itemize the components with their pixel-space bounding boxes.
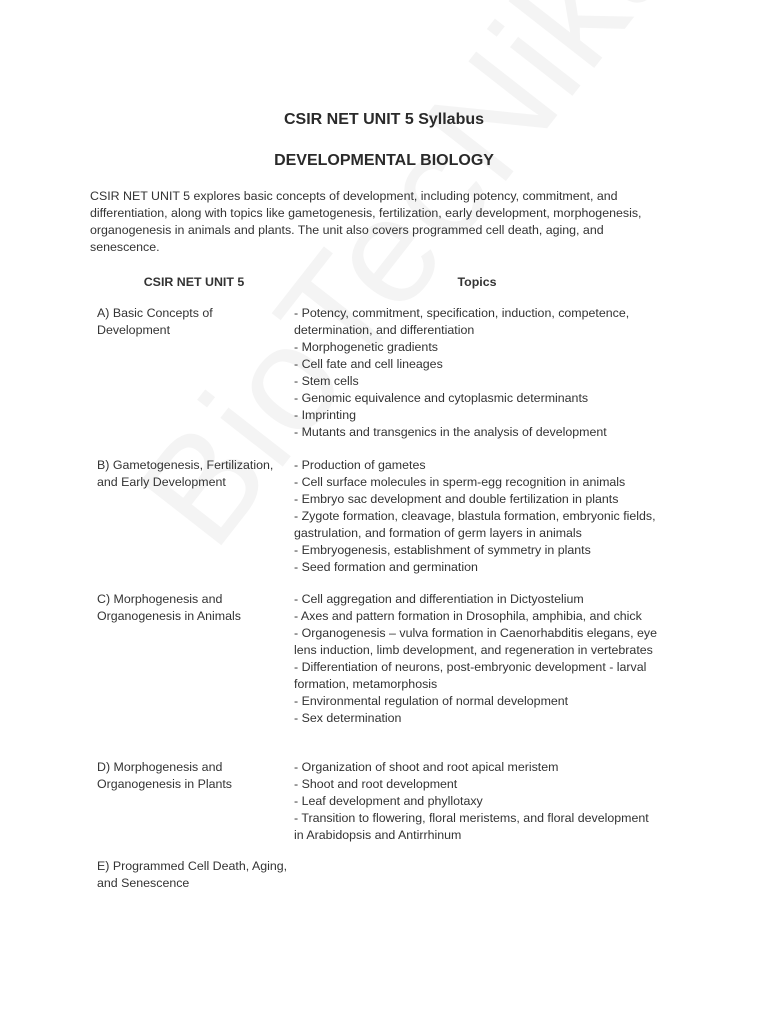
table-row (90, 759, 670, 858)
topic-item: - Transition to flowering, floral meristems, and floral development in Arabidopsis and Antirrhinum (294, 811, 649, 842)
topic-item: - Seed formation and germination (294, 560, 478, 574)
topic-item: - Axes and pattern formation in Drosophila, amphibia, and chick (294, 609, 642, 623)
topic-item: - Differentiation of neurons, post-embryonic development - larval formation, metamorphosis (294, 660, 647, 691)
unit-cell: E) Programmed Cell Death, Aging, and Senescence (97, 859, 288, 890)
topic-item: - Organogenesis – vulva formation in Caenorhabditis elegans, eye lens induction, limb development, and regeneration in vertebrates (294, 626, 657, 657)
topic-item: - Cell fate and cell lineages (294, 357, 443, 371)
header-topics: Topics (457, 275, 497, 289)
page-title: CSIR NET UNIT 5 Syllabus (283, 111, 485, 128)
unit-cell: C) Morphogenesis and Organogenesis in Animals (97, 592, 241, 623)
topic-item: - Organization of shoot and root apical meristem (294, 760, 559, 774)
topics-cell (288, 305, 660, 457)
table-row (90, 305, 670, 457)
topic-item: - Morphogenetic gradients (294, 340, 438, 354)
topic-item: - Mutants and transgenics in the analysis of development (294, 425, 607, 439)
page-subtitle: DEVELOPMENTAL BIOLOGY (274, 152, 494, 169)
topic-item: - Potency, commitment, specification, induction, competence, determination, and differentiation (294, 306, 630, 337)
table-row (90, 591, 670, 759)
topic-item: - Leaf development and phyllotaxy (294, 794, 483, 808)
table-row (90, 858, 670, 898)
syllabus-table (90, 275, 670, 898)
header-unit: CSIR NET UNIT 5 (143, 275, 245, 289)
topics-cell (288, 858, 660, 898)
topic-item: - Cell surface molecules in sperm-egg recognition in animals (294, 475, 626, 489)
topic-item: - Imprinting (294, 408, 356, 422)
topic-item: - Cell aggregation and differentiation in Dictyostelium (294, 592, 584, 606)
unit-cell: D) Morphogenesis and Organogenesis in Plants (97, 760, 233, 791)
topic-item: - Embryo sac development and double fertilization in plants (294, 492, 619, 506)
topic-item: - Genomic equivalence and cytoplasmic determinants (294, 391, 589, 405)
topic-item: - Stem cells (294, 374, 359, 388)
topic-item: - Shoot and root development (294, 777, 458, 791)
topics-cell (288, 759, 660, 858)
table-row (90, 457, 670, 591)
topic-item: - Production of gametes (294, 458, 426, 472)
topics-cell (288, 591, 660, 759)
topics-cell (288, 457, 660, 591)
topic-item: - Environmental regulation of normal development (294, 694, 569, 708)
unit-cell: B) Gametogenesis, Fertilization, and Early Development (97, 458, 274, 489)
unit-cell: A) Basic Concepts of Development (97, 306, 213, 337)
table-header (90, 275, 670, 305)
topic-item: - Sex determination (294, 711, 402, 725)
topic-item: - Zygote formation, cleavage, blastula formation, embryonic fields, gastrulation, and formation of germ layers in animals (294, 509, 656, 540)
topic-item: - Embryogenesis, establishment of symmetry in plants (294, 543, 591, 557)
intro-paragraph: CSIR NET UNIT 5 explores basic concepts of development, including potency, commitment, and differentiation, along with topics like gametogenesis, fertilization, early development, morphogenesis, organogenesis in animals and plants. The unit also covers programmed cell death, aging, and senescence. (90, 189, 642, 254)
